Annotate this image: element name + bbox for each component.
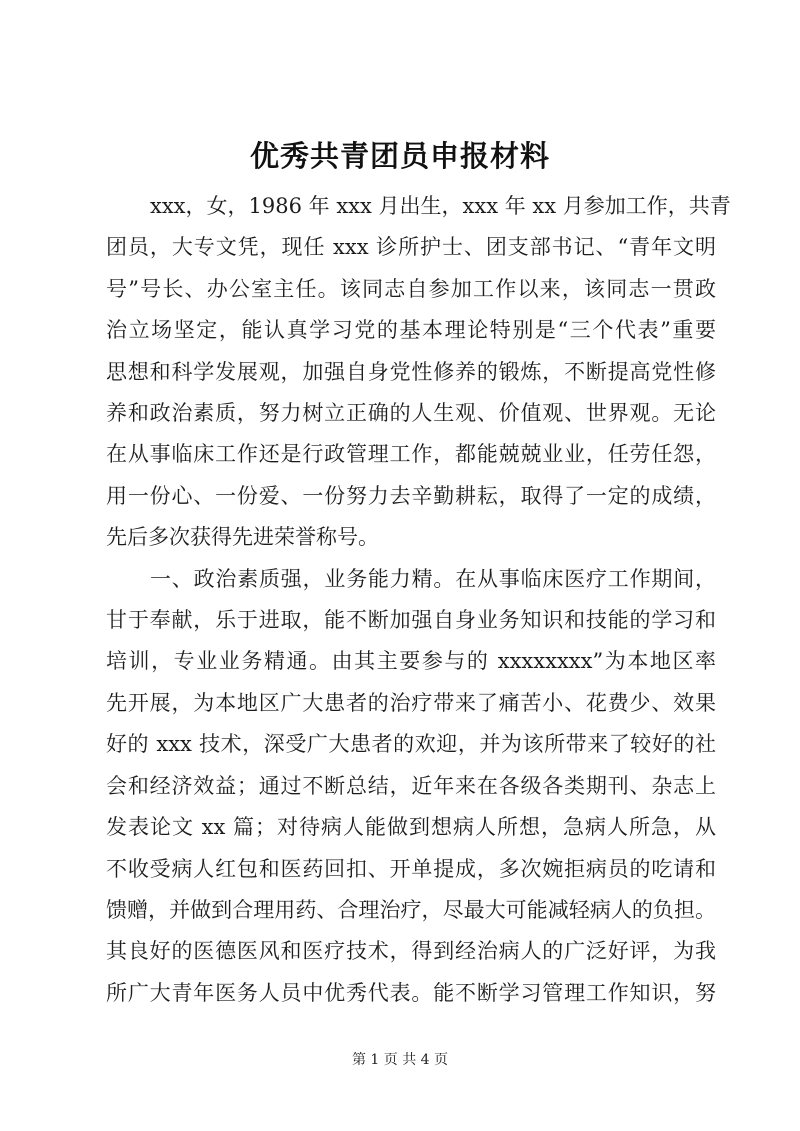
text-line: xxx，女，1986 年 xxx 月出生，xxx 年 xx 月参加工作，共青 xyxy=(150,194,731,218)
text-line: 其良好的医德医风和医疗技术，得到经治病人的广泛好评，为我 xyxy=(106,939,716,964)
text-line: 用一份心、一份爱、一份努力去辛勤耕耘，取得了一定的成绩， xyxy=(106,483,716,508)
text-line: 团员，大专文凭，现任 xxx 诊所护士、团支部书记、“青年文明 xyxy=(106,235,716,260)
text-line: 先后多次获得先进荣誉称号。 xyxy=(106,525,379,550)
text-line: 思想和科学发展观，加强自身党性修养的锻炼，不断提高党性修 xyxy=(106,359,716,384)
document-title: 优秀共青团员申报材料 xyxy=(249,139,550,173)
page-number-footer: 第 1 页 共 4 页 xyxy=(351,1052,449,1068)
text-line: 好的 xxx 技术，深受广大患者的欢迎，并为该所带来了较好的社 xyxy=(106,732,716,757)
text-line: 甘于奉献，乐于进取，能不断加强自身业务知识和技能的学习和 xyxy=(106,608,716,633)
text-line: 治立场坚定，能认真学习党的基本理论特别是“三个代表”重要 xyxy=(106,318,716,343)
text-line: 在从事临床工作还是行政管理工作，都能兢兢业业，任劳任怨， xyxy=(106,442,716,467)
text-line: 所广大青年医务人员中优秀代表。能不断学习管理工作知识，努 xyxy=(106,980,716,1005)
text-line: 馈赠，并做到合理用药、合理治疗，尽最大可能减轻病人的负担。 xyxy=(106,897,716,922)
document-body xyxy=(106,186,731,1014)
text-line: 发表论文 xx 篇；对待病人能做到想病人所想，急病人所急，从 xyxy=(106,815,716,840)
text-line: 不收受病人红包和医药回扣、开单提成，多次婉拒病员的吃请和 xyxy=(106,856,716,881)
text-line: 培训，专业业务精通。由其主要参与的 xxxxxxxx”为本地区率 xyxy=(106,649,716,674)
paragraph-2 xyxy=(106,559,716,1014)
text-line: 养和政治素质，努力树立正确的人生观、价值观、世界观。无论 xyxy=(106,401,716,426)
paragraph-1 xyxy=(106,186,731,559)
text-line: 号”号长、办公室主任。该同志自参加工作以来，该同志一贯政 xyxy=(106,276,716,301)
text-line: 一、政治素质强，业务能力精。在从事临床医疗工作期间， xyxy=(150,566,716,591)
text-line: 会和经济效益；通过不断总结，近年来在各级各类期刊、杂志上 xyxy=(106,773,716,798)
text-line: 先开展，为本地区广大患者的治疗带来了痛苦小、花费少、效果 xyxy=(106,690,716,715)
